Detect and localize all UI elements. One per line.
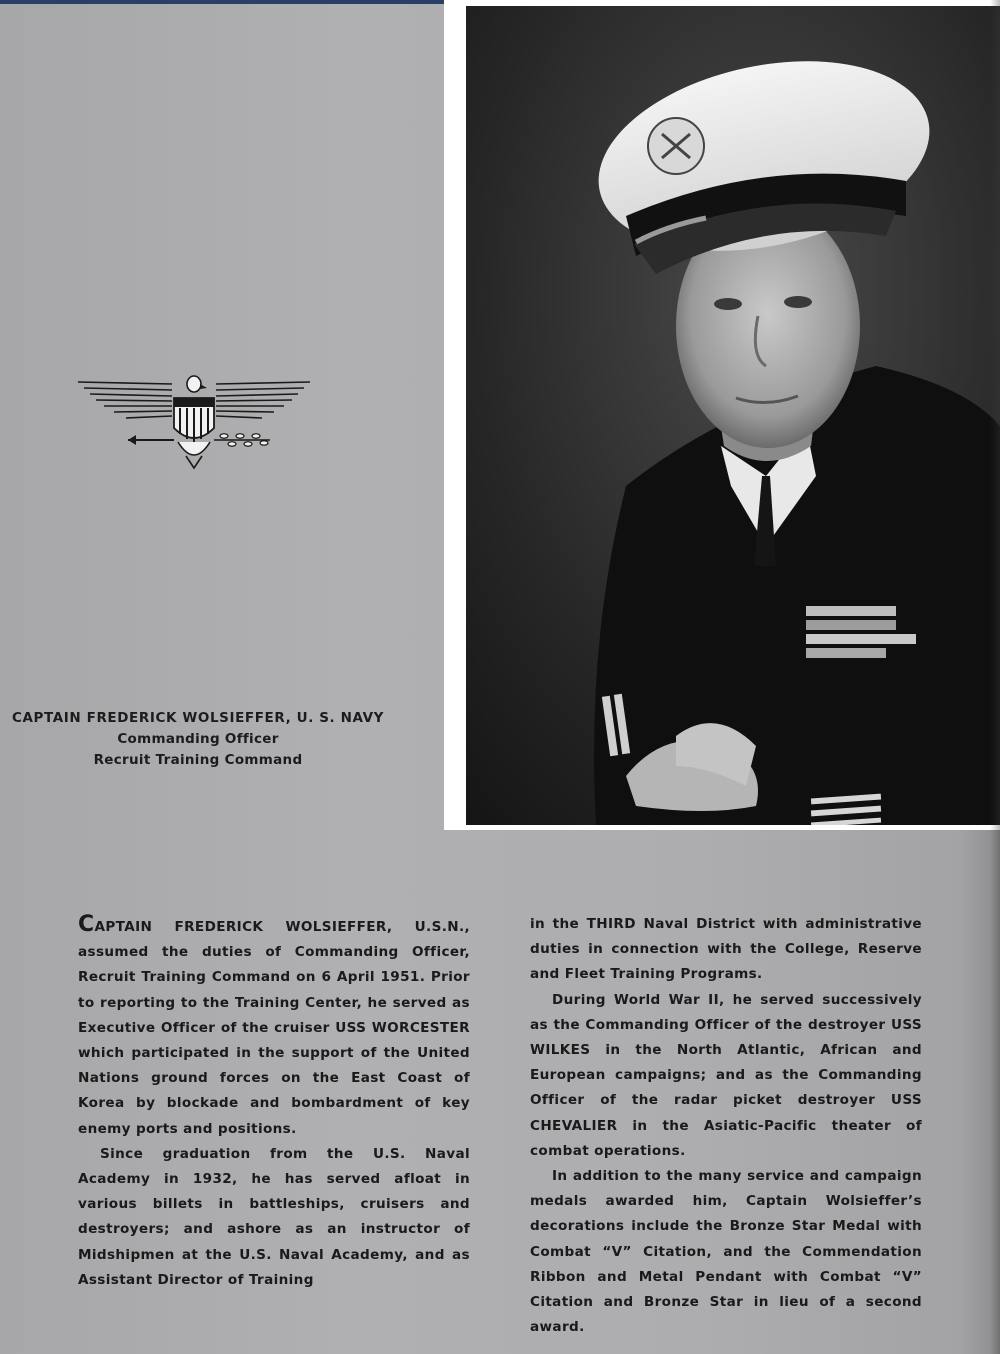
body-paragraph: In addition to the many service and campaign medals awarded him, Captain Wolsieffer’s decorations include the Bronze Star Medal with Combat “V” Citation, and the Commendation Ribbon and Metal Pendant with Combat “V” Citation and Bronze Star in lieu of a second award. [530, 1168, 922, 1336]
body-paragraph: Since graduation from the U.S. Naval Academy in 1932, he has served afloat in various billets in battleships, cruisers and destroyers; and ashore as an instructor of Midshipmen at the U.S. Naval Academy, and as Assistant Director of Training [78, 1145, 470, 1288]
body-left-column [78, 912, 470, 1293]
body-paragraph: During World War II, he served successively as the Commanding Officer of the destroyer USS WILKES in the North Atlantic, African and European campaigns; and as the Commanding Officer of the radar picket destroyer USS CHEVALIER in the Asiatic-Pacific theater of combat operations. [530, 991, 922, 1159]
caption-title: Commanding Officer [117, 731, 279, 747]
portrait-caption [10, 708, 386, 771]
caption-name: CAPTAIN FREDERICK WOLSIEFFER, U. S. NAVY [11, 710, 385, 726]
drop-cap: C [78, 912, 95, 937]
body-paragraph [78, 912, 470, 1142]
body-paragraph: in the THIRD Naval District with administrative duties in connection with the College, Reserve and Fleet Training Programs. [530, 916, 922, 983]
captain-portrait-photo [466, 6, 1000, 825]
body-right-column [530, 912, 922, 1340]
captain-eagle-insignia-icon [74, 372, 314, 472]
caption-command: Recruit Training Command [93, 752, 303, 768]
paragraph-text: APTAIN FREDERICK WOLSIEFFER, U.S.N., assumed the duties of Commanding Officer, Recruit Training Command on 6 April 1951. Prior to reporting to the Training Center, he served as Executive Officer of the cruiser USS WORCESTER which participated in the support of the United Nations ground forces on the East Coast of Korea by blockade and bombardment of key enemy ports and positions. [78, 919, 470, 1137]
page-binding-shadow [990, 0, 1000, 1354]
